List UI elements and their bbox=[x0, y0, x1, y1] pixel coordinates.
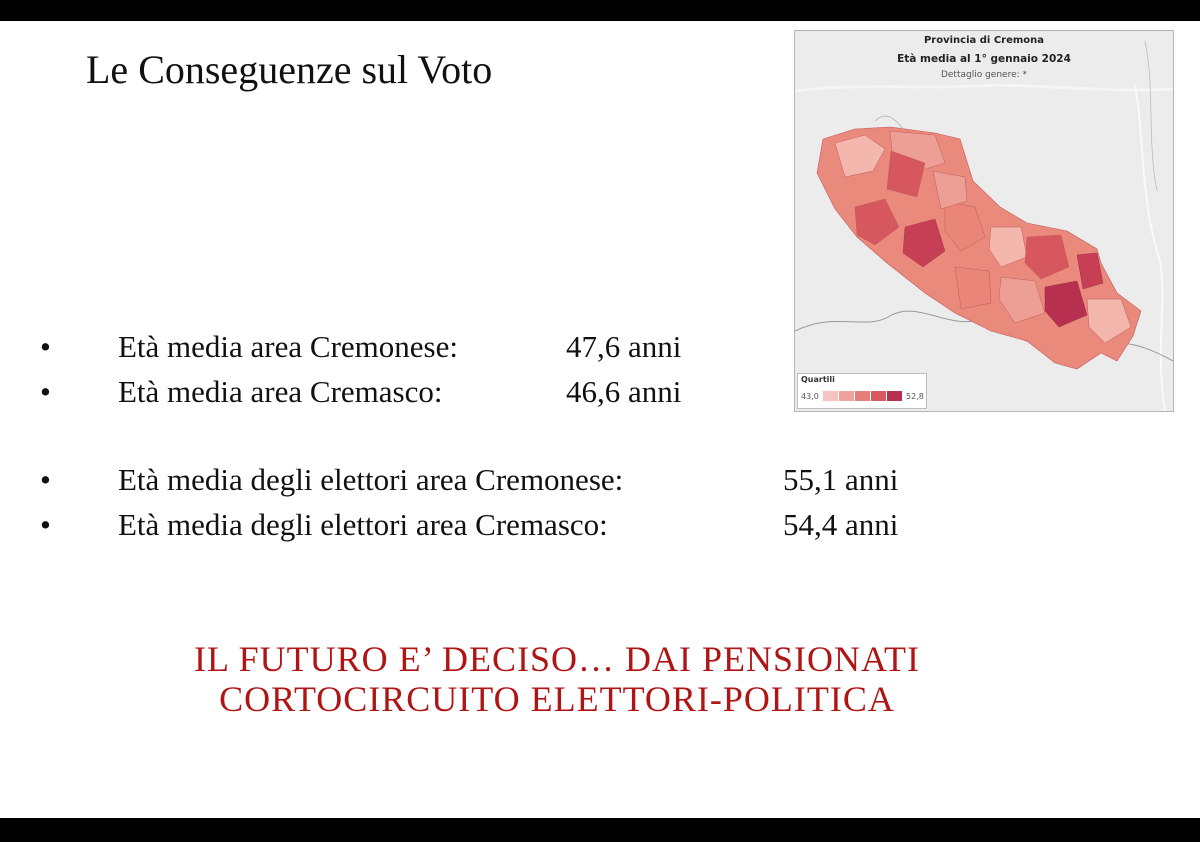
legend-swatches bbox=[823, 391, 903, 401]
bullet-label: Età media degli elettori area Cremonese: bbox=[118, 462, 624, 497]
legend-max: 52,8 bbox=[906, 392, 924, 401]
map-legend bbox=[797, 373, 927, 409]
map-subtitle: Età media al 1° gennaio 2024 bbox=[897, 53, 1071, 65]
conclusion-line-2: CORTOCIRCUITO ELETTORI-POLITICA bbox=[219, 679, 895, 719]
legend-title: Quartili bbox=[801, 375, 835, 384]
bullet-symbol: • bbox=[40, 507, 51, 542]
legend-swatch bbox=[823, 391, 838, 401]
legend-swatch bbox=[839, 391, 854, 401]
legend-swatch bbox=[887, 391, 902, 401]
province-map-card bbox=[794, 30, 1174, 412]
bullet-value: 54,4 anni bbox=[783, 507, 899, 542]
bullet-symbol: • bbox=[40, 374, 51, 409]
bullet-symbol: • bbox=[40, 329, 51, 364]
bullet-value: 46,6 anni bbox=[566, 374, 682, 409]
slide-title: Le Conseguenze sul Voto bbox=[86, 47, 493, 92]
bullet-label: Età media area Cremonese: bbox=[118, 329, 458, 364]
municipality bbox=[955, 267, 991, 309]
map-title: Provincia di Cremona bbox=[923, 35, 1045, 46]
bottom-black-bar bbox=[0, 818, 1200, 842]
legend-swatch bbox=[855, 391, 870, 401]
map-filter-label: Dettaglio genere: * bbox=[940, 70, 1028, 80]
legend-min: 43,0 bbox=[801, 392, 819, 401]
bullet-label: Età media degli elettori area Cremasco: bbox=[118, 507, 608, 542]
legend-swatch bbox=[871, 391, 886, 401]
conclusion-line-1: IL FUTURO E’ DECISO… DAI PENSIONATI bbox=[194, 639, 920, 679]
bullet-label: Età media area Cremasco: bbox=[118, 374, 443, 409]
bullet-symbol: • bbox=[40, 462, 51, 497]
province-map bbox=[795, 31, 1173, 411]
top-black-bar bbox=[0, 0, 1200, 21]
bullet-value: 55,1 anni bbox=[783, 462, 899, 497]
bullet-value: 47,6 anni bbox=[566, 329, 682, 364]
